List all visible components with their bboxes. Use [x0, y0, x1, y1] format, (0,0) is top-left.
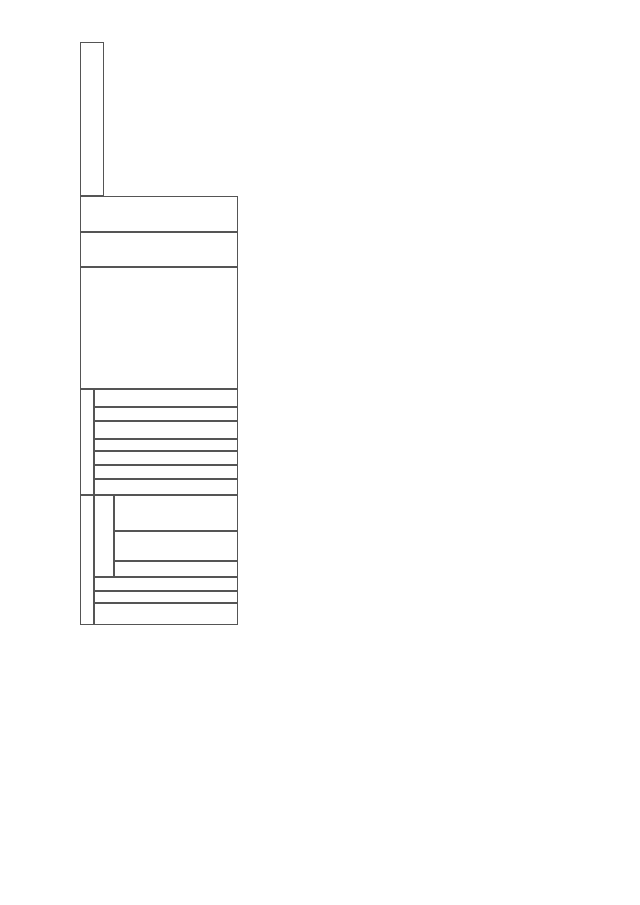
program-header	[114, 561, 238, 577]
direction-header	[114, 495, 238, 531]
top-years-block	[80, 42, 592, 452]
codes-budget-header	[80, 495, 94, 625]
admin-code-header	[94, 603, 238, 625]
section-header	[94, 591, 238, 603]
subsection-header	[94, 577, 238, 591]
subprogram-header	[114, 531, 238, 561]
add-program-header	[94, 479, 238, 495]
expense-code-header	[94, 495, 114, 577]
add-subprogram-header	[94, 465, 238, 479]
add-goal-header	[94, 451, 238, 465]
